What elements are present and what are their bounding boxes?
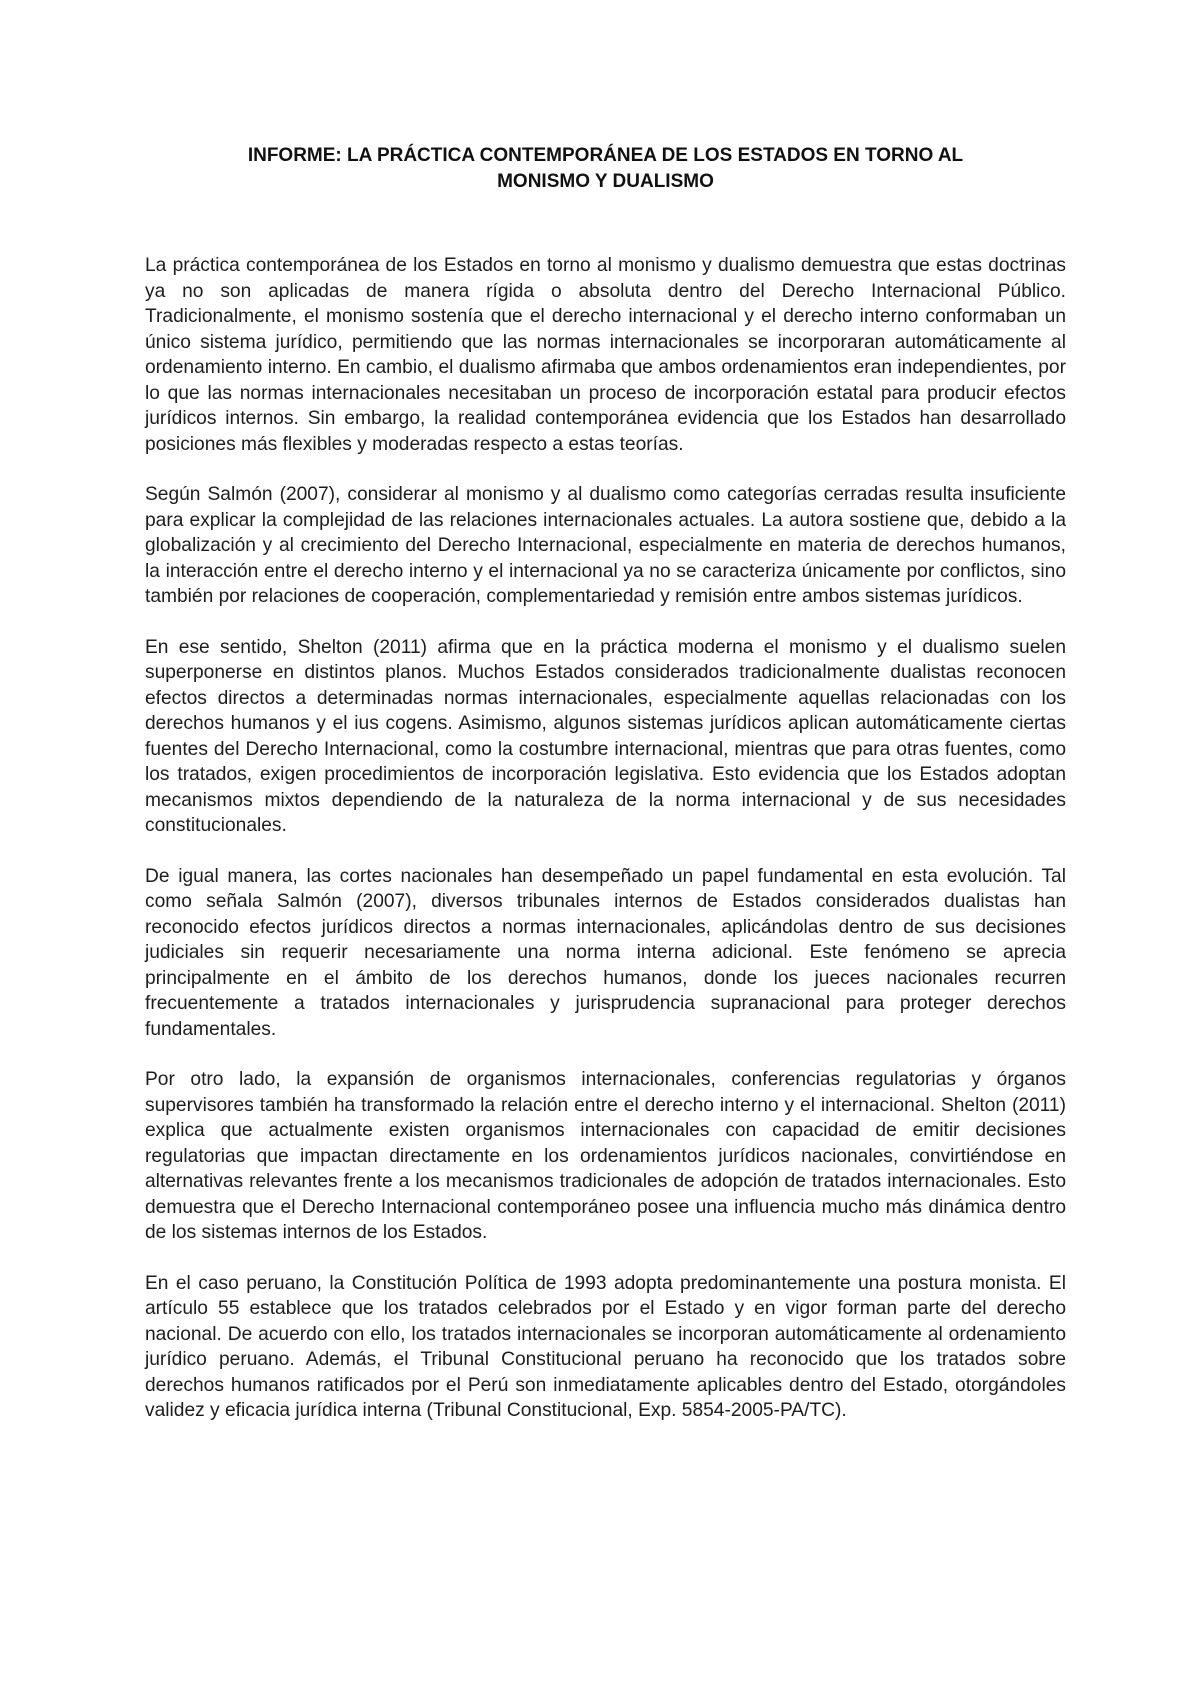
paragraph-5: Por otro lado, la expansión de organismos internacionales, conferencias regulatorias y órganos supervisores también ha transformado la relación entre el derecho interno y el internacional. Shelton (2011) explica que actualmente existen organismos internacionales con capacidad de emitir decisiones regulatorias que impactan directamente en los ordenamientos jurídicos nacionales, convirtiéndose en alternativas relevantes frente a los mecanismos tradicionales de adopción de tratados internacionales. Esto demuestra que el Derecho Internacional contemporáneo posee una influencia mucho más dinámica dentro de los sistemas internos de los Estados.: [145, 1069, 1066, 1243]
paragraph-2: Según Salmón (2007), considerar al monismo y al dualismo como categorías cerradas resulta insuficiente para explicar la complejidad de las relaciones internacionales actuales. La autora sostiene que, debido a la globalización y al crecimiento del Derecho Internacional, especialmente en materia de derechos humanos, la interacción entre el derecho interno y el internacional ya no se caracteriza únicamente por conflictos, sino también por relaciones de cooperación, complementariedad y remisión entre ambos sistemas jurídicos.: [145, 484, 1066, 607]
document-title-line-1: INFORME: LA PRÁCTICA CONTEMPORÁNEA DE LOS ESTADOS EN TORNO AL: [247, 145, 964, 166]
document-title-line-2: MONISMO Y DUALISMO: [497, 171, 714, 192]
paragraph-1: La práctica contemporánea de los Estados en torno al monismo y dualismo demuestra que estas doctrinas ya no son aplicadas de manera rígida o absoluta dentro del Derecho Internacional Público. Tradicionalmente, el monismo sostenía que el derecho internacional y el derecho interno conformaban un único sistema jurídico, permitiendo que las normas internacionales se incorporaran automáticamente al ordenamiento interno. En cambio, el dualismo afirmaba que ambos ordenamientos eran independientes, por lo que las normas internacionales necesitaban un proceso de incorporación estatal para producir efectos jurídicos internos. Sin embargo, la realidad contemporánea evidencia que los Estados han desarrollado posiciones más flexibles y moderadas respecto a estas teorías.: [145, 255, 1066, 455]
document-title: [145, 143, 1066, 195]
paragraph-6: En el caso peruano, la Constitución Política de 1993 adopta predominantemente una postura monista. El artículo 55 establece que los tratados celebrados por el Estado y en vigor forman parte del derecho nacional. De acuerdo con ello, los tratados internacionales se incorporan automáticamente al ordenamiento jurídico peruano. Además, el Tribunal Constitucional peruano ha reconocido que los tratados sobre derechos humanos ratificados por el Perú son inmediatamente aplicables dentro del Estado, otorgándoles validez y eficacia jurídica interna (Tribunal Constitucional, Exp. 5854-2005-PA/TC).: [145, 1272, 1066, 1421]
paragraph-3: En ese sentido, Shelton (2011) afirma que en la práctica moderna el monismo y el dualismo suelen superponerse en distintos planos. Muchos Estados considerados tradicionalmente dualistas reconocen efectos directos a determinadas normas internacionales, especialmente aquellas relacionadas con los derechos humanos y el ius cogens. Asimismo, algunos sistemas jurídicos aplican automáticamente ciertas fuentes del Derecho Internacional, como la costumbre internacional, mientras que para otras fuentes, como los tratados, exigen procedimientos de incorporación legislativa. Esto evidencia que los Estados adoptan mecanismos mixtos dependiendo de la naturaleza de la norma internacional y de sus necesidades constitucionales.: [145, 636, 1066, 836]
paragraph-4: De igual manera, las cortes nacionales han desempeñado un papel fundamental en esta evolución. Tal como señala Salmón (2007), diversos tribunales internos de Estados considerados dualistas han reconocido efectos jurídicos directos a normas internacionales, aplicándolas dentro de sus decisiones judiciales sin requerir necesariamente una norma interna adicional. Este fenómeno se aprecia principalmente en el ámbito de los derechos humanos, donde los jueces nacionales recurren frecuentemente a tratados internacionales y jurisprudencia supranacional para proteger derechos fundamentales.: [145, 865, 1066, 1040]
